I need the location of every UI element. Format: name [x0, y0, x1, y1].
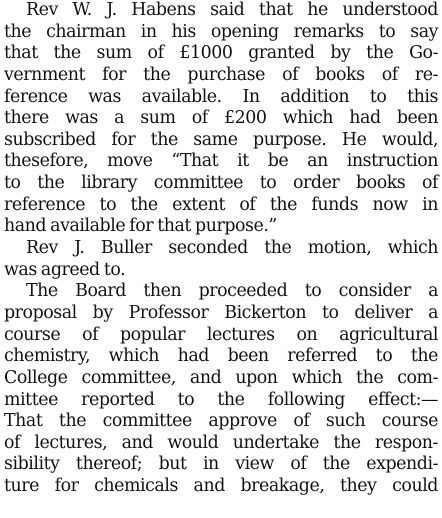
text-line: College committee, and upon which the com-: [4, 367, 438, 388]
text-line: of lectures, and would undertake the respon-: [4, 432, 438, 453]
text-line: The Board then proceeded to consider a: [26, 281, 438, 302]
text-line: hand available for that purpose.”: [4, 216, 277, 237]
text-line: to the library committee to order books of: [4, 173, 438, 194]
text-line: reference to the extent of the funds now in: [4, 194, 438, 215]
text-line: was agreed to.: [4, 259, 126, 280]
paragraph-buller: [0, 238, 442, 281]
text-line: Rev J. Buller seconded the motion, which: [26, 238, 438, 259]
text-line: sibility thereof; but in view of the expendi-: [4, 454, 438, 475]
text-line: there was a sum of £200 which had been: [4, 108, 438, 129]
text-line: the chairman in his opening remarks to say: [4, 21, 438, 42]
text-line: ference was available. In addition to this: [4, 86, 438, 107]
text-line: chemistry, which had been referred to the: [4, 346, 438, 367]
text-line: vernment for the purchase of books of re-: [4, 64, 438, 85]
paragraph-board: [0, 281, 442, 497]
paragraph-habens: [0, 0, 442, 238]
text-line: mittee reported to the following effect:—: [4, 389, 438, 410]
text-line: course of popular lectures on agricultural: [4, 324, 438, 345]
text-line: ture for chemicals and breakage, they could: [4, 476, 438, 497]
text-line: that the sum of £1000 granted by the Go-: [4, 43, 438, 64]
text-line: proposal by Professor Bickerton to deliver a: [4, 302, 438, 323]
text-line: Rev W. J. Habens said that he understood: [26, 0, 438, 20]
text-line: subscribed for the same purpose. He would,: [4, 129, 438, 150]
text-line: That the committee approve of such course: [4, 411, 438, 432]
text-line: thesefore, move “That it be an instruction: [4, 151, 438, 172]
